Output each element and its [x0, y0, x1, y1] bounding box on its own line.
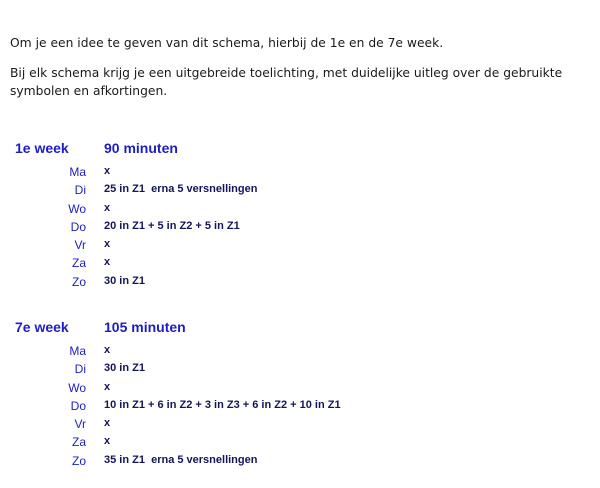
week-header	[0, 140, 600, 160]
day-plan: x	[104, 201, 111, 214]
day-row-do	[0, 220, 600, 238]
week-1-schedule	[0, 140, 600, 293]
day-row-wo	[0, 202, 600, 220]
day-label: Do	[70, 398, 86, 413]
day-plan: x	[104, 165, 111, 177]
week-total-minutes: 105 minuten	[104, 319, 186, 335]
day-list	[0, 165, 600, 293]
day-plan: 35 in Z1 erna 5 versnellingen	[104, 453, 258, 466]
day-plan: x	[104, 380, 111, 393]
day-label: Wo	[68, 201, 86, 216]
day-row-ma	[0, 344, 600, 362]
day-row-wo	[0, 381, 600, 399]
day-label: Zo	[71, 453, 86, 468]
week-total-minutes: 90 minuten	[104, 140, 178, 156]
week-7-schedule	[0, 319, 600, 472]
intro-text-toelichting: Bij elk schema krijg je een uitgebreide toelichting, met duidelijke uitleg over de gebruikte symbolen en afkortingen.	[10, 66, 563, 98]
day-plan: 30 in Z1	[104, 274, 145, 287]
day-label: Zo	[71, 274, 86, 289]
day-row-vr	[0, 238, 600, 256]
week-title: 7e week	[15, 319, 69, 335]
day-plan: x	[104, 256, 111, 269]
day-label: Za	[71, 256, 86, 271]
day-plan: 30 in Z1	[104, 362, 145, 375]
day-label: Vr	[74, 417, 86, 432]
day-row-di	[0, 362, 600, 380]
day-row-do	[0, 399, 600, 417]
day-plan: 20 in Z1 + 5 in Z2 + 5 in Z1	[104, 219, 240, 232]
day-plan: x	[104, 435, 111, 448]
day-label: Vr	[74, 238, 86, 253]
day-label: Wo	[68, 380, 86, 395]
day-plan: x	[104, 238, 111, 251]
day-label: Ma	[69, 165, 86, 179]
day-row-ma	[0, 165, 600, 183]
day-label: Za	[71, 435, 86, 450]
week-header	[0, 319, 600, 339]
day-plan: x	[104, 344, 111, 356]
day-row-za	[0, 256, 600, 274]
day-row-zo	[0, 275, 600, 293]
day-label: Di	[74, 183, 86, 198]
day-plan: 25 in Z1 erna 5 versnellingen	[104, 183, 258, 196]
day-list	[0, 344, 600, 472]
day-row-za	[0, 435, 600, 453]
day-row-vr	[0, 417, 600, 435]
day-label: Ma	[69, 344, 86, 358]
day-row-zo	[0, 454, 600, 472]
day-label: Do	[70, 219, 86, 234]
intro-text: Om je een idee te geven van dit schema, hierbij de 1e en de 7e week.	[10, 36, 444, 50]
day-label: Di	[74, 362, 86, 377]
day-row-di	[0, 183, 600, 201]
week-title: 1e week	[15, 140, 69, 156]
day-plan: 10 in Z1 + 6 in Z2 + 3 in Z3 + 6 in Z2 + 10 in Z1	[104, 398, 341, 411]
day-plan: x	[104, 417, 111, 430]
